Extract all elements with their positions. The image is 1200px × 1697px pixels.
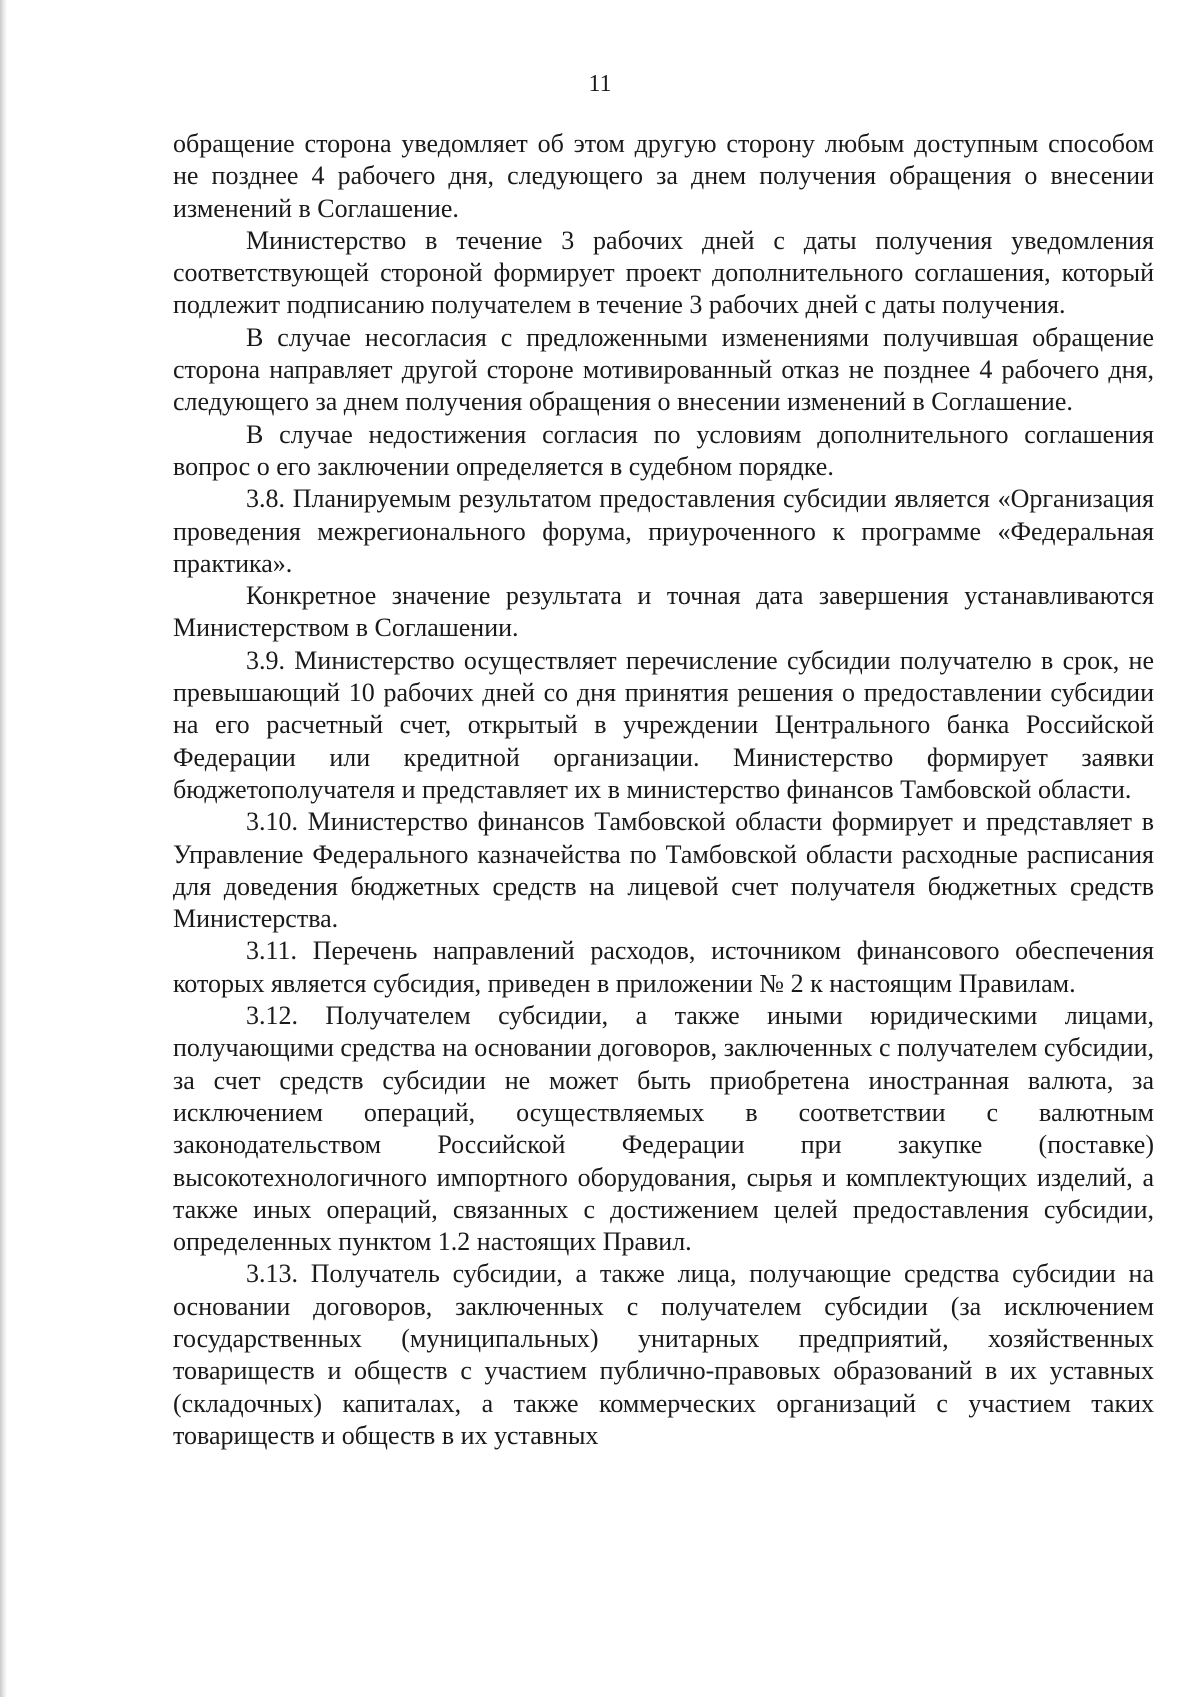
paragraph-continuation-notice: обращение сторона уведомляет об этом другую сторону любым доступным способом не позднее 4 рабочего дня, следующего за днем получения обращения о внесении изменений в Соглашение. [173, 129, 1154, 223]
paragraph-section-3-10: 3.10. Министерство финансов Тамбовской области формирует и представляет в Управление Федерального казначейства по Тамбовской области расходные расписания для доведения бюджетных средств на лицевой счет получателя бюджетных средств Министерства. [173, 807, 1154, 934]
paragraph-section-3-12: 3.12. Получателем субсидии, а также иными юридическими лицами, получающими средства на основании договоров, заключенных с получателем субсидии, за счет средств субсидии не может быть приобретена иностранная валюта, за исключением операций, осуществляемых в соответствии с валютным законодательством Российской Федерации при закупке (поставке) высокотехнологичного импортного оборудования, сырья и комплектующих изделий, а также иных операций, связанных с достижением целей предоставления субсидии, определенных пунктом 1.2 настоящих Правил. [173, 1001, 1154, 1257]
document-body [173, 128, 1154, 1452]
paragraph-result-value: Конкретное значение результата и точная дата завершения устанавливаются Министерством в Соглашении. [173, 581, 1154, 643]
paragraph-draft-agreement: Министерство в течение 3 рабочих дней с даты получения уведомления соответствующей стороной формирует проект дополнительного соглашения, который подлежит подписанию получателем в течение 3 рабочих дней с даты получения. [173, 225, 1154, 320]
paragraph-court-resolution: В случае недостижения согласия по условиям дополнительного соглашения вопрос о его заключении определяется в судебном порядке. [173, 419, 1154, 481]
paragraph-disagreement-refusal: В случае несогласия с предложенными изменениями получившая обращение сторона направляет другой стороне мотивированный отказ не позднее 4 рабочего дня, следующего за днем получения обращения о внесении изменений в Соглашение. [173, 322, 1154, 417]
paragraph-section-3-8: 3.8. Планируемым результатом предоставления субсидии является «Организация проведения межрегионального форума, приуроченного к программе «Федеральная практика». [173, 484, 1154, 578]
paragraph-section-3-9: 3.9. Министерство осуществляет перечисление субсидии получателю в срок, не превышающий 10 рабочих дней со дня принятия решения о предоставлении субсидии на его расчетный счет, открытый в учреждении Центрального банка Российской Федерации или кредитной организации. Министерство формирует заявки бюджетополучателя и представляет их в министерство финансов Тамбовской области. [173, 645, 1154, 804]
paragraph-section-3-13: 3.13. Получатель субсидии, а также лица, получающие средства субсидии на основании договоров, заключенных с получателем субсидии (за исключением государственных (муниципальных) унитарных предприятий, хозяйственных товариществ и обществ с участием публично-правовых образований в их уставных (складочных) капиталах, а также коммерческих организаций с участием таких товариществ и обществ в их уставных [173, 1259, 1154, 1450]
page-number: 11 [588, 71, 612, 97]
paragraph-section-3-11: 3.11. Перечень направлений расходов, источником финансового обеспечения которых является субсидия, приведен в приложении № 2 к настоящим Правилам. [173, 936, 1154, 998]
scan-edge-shadow [0, 0, 7, 1697]
